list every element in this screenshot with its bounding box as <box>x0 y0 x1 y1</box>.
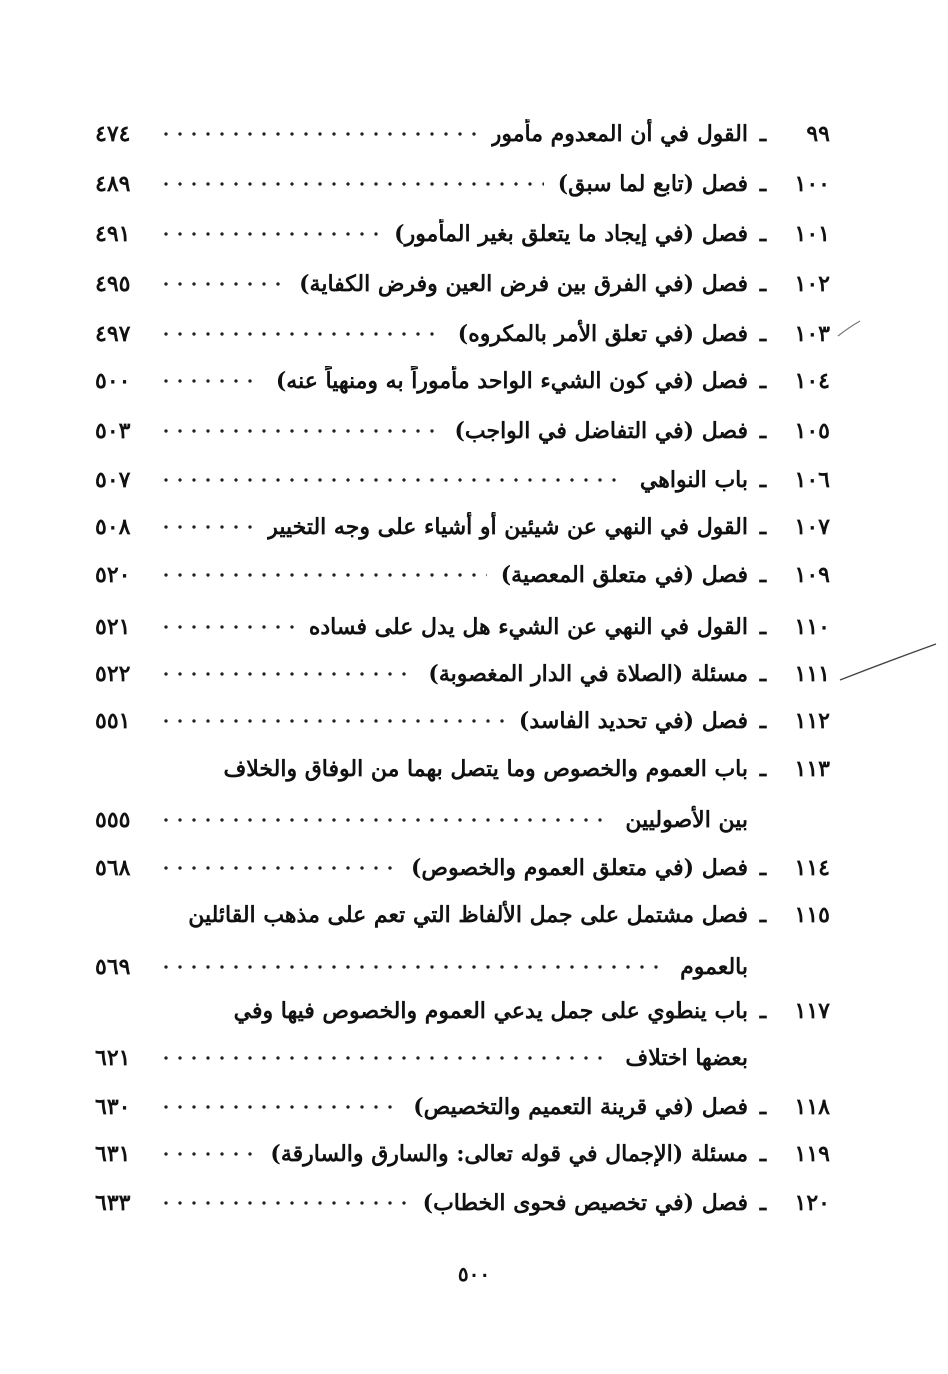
entry-dash: ـ <box>759 756 767 782</box>
dot-leader <box>159 269 285 299</box>
entry-page: ٤٨٩ <box>95 171 131 197</box>
entry-title-continuation: بعضها اختلاف <box>625 1045 748 1071</box>
entry-title: فصل مشتمل على جمل الألفاظ التي تعم على مذهب القائلين <box>188 902 748 928</box>
entry-title: القول في أن المعدوم مأمور <box>490 121 748 147</box>
dot-leader <box>159 706 505 736</box>
dot-leader <box>159 319 444 349</box>
entry-page: ٥٠٧ <box>95 467 131 493</box>
dot-leader <box>159 416 440 446</box>
toc-entry <box>95 366 830 396</box>
toc-entry <box>95 1092 830 1122</box>
page-number: ٥٠٠ <box>457 1262 491 1286</box>
pencil-stroke-mark <box>836 640 940 686</box>
entry-dash: ـ <box>759 661 767 687</box>
toc-entry <box>95 416 830 446</box>
entry-dash: ـ <box>759 902 767 928</box>
toc-entry-continuation <box>95 1043 830 1073</box>
entry-number: ١٠٣ <box>794 321 830 347</box>
entry-title: فصل (في كون الشيء الواحد مأموراً به ومنهياً عنه) <box>275 368 748 394</box>
entry-number: ١٠٩ <box>794 562 830 588</box>
entry-dash: ـ <box>759 467 767 493</box>
toc-entry <box>95 119 830 149</box>
entry-title: باب العموم والخصوص وما يتصل بهما من الوفاق والخلاف <box>223 756 748 782</box>
entry-title: فصل (في التفاضل في الواجب) <box>454 418 748 444</box>
entry-number: ١١٤ <box>794 855 830 881</box>
entry-title: مسئلة (الإجمال في قوله تعالى: والسارق والسارقة) <box>270 1141 748 1167</box>
toc-entry <box>95 853 830 883</box>
entry-dash: ـ <box>759 418 767 444</box>
toc-entry <box>95 706 830 736</box>
entry-dash: ـ <box>759 368 767 394</box>
entry-title-continuation: بالعموم <box>680 954 748 980</box>
entry-dash: ـ <box>759 998 767 1024</box>
entry-dash: ـ <box>759 614 767 640</box>
entry-page: ٤٩٥ <box>95 271 131 297</box>
pencil-tick-mark <box>834 318 864 340</box>
entry-number: ١١٥ <box>794 902 830 928</box>
entry-page: ٦٣٣ <box>95 1190 131 1216</box>
entry-page: ٥٠٣ <box>95 418 131 444</box>
entry-dash: ـ <box>759 221 767 247</box>
dot-leader <box>159 1139 256 1169</box>
entry-dash: ـ <box>759 121 767 147</box>
entry-number: ١٠٤ <box>794 368 830 394</box>
entry-number: ١٠٢ <box>794 271 830 297</box>
toc-entry <box>95 169 830 199</box>
entry-number: ١١١ <box>794 661 830 687</box>
toc-entry <box>95 319 830 349</box>
dot-leader <box>159 952 666 982</box>
entry-title: القول في النهي عن شيئين أو أشياء على وجه التخيير <box>267 514 748 540</box>
entry-dash: ـ <box>759 321 767 347</box>
entry-dash: ـ <box>759 1141 767 1167</box>
toc-entry <box>95 1188 830 1218</box>
entry-page: ٥٦٩ <box>95 954 131 980</box>
entry-title: باب النواهي <box>639 467 748 493</box>
entry-dash: ـ <box>759 562 767 588</box>
entry-page: ٥٠٠ <box>95 368 131 394</box>
dot-leader <box>159 1043 611 1073</box>
entry-title: فصل (في متعلق المعصية) <box>500 562 748 588</box>
dot-leader <box>159 560 487 590</box>
entry-dash: ـ <box>759 855 767 881</box>
entry-page: ٥٠٨ <box>95 514 131 540</box>
entry-number: ١٠١ <box>794 221 830 247</box>
dot-leader <box>159 1188 409 1218</box>
entry-number: ١٠٠ <box>794 171 830 197</box>
dot-leader <box>159 612 295 642</box>
dot-leader <box>159 805 611 835</box>
toc-entry-continuation <box>95 805 830 835</box>
entry-page: ٤٩١ <box>95 221 131 247</box>
dot-leader <box>159 219 380 249</box>
entry-title: باب ينطوي على جمل يدعي العموم والخصوص فيها وفي <box>233 998 748 1024</box>
dot-leader <box>159 119 477 149</box>
toc-entry <box>95 900 830 930</box>
entry-number: ١١٠ <box>794 614 830 640</box>
dot-leader <box>159 853 397 883</box>
toc-entry <box>95 560 830 590</box>
dot-leader <box>159 1092 399 1122</box>
entry-page: ٦٣٠ <box>95 1094 131 1120</box>
entry-page: ٤٧٤ <box>95 121 131 147</box>
entry-title: مسئلة (الصلاة في الدار المغصوبة) <box>428 661 748 687</box>
toc-entry <box>95 996 830 1026</box>
entry-page: ٥٥٥ <box>95 807 131 833</box>
entry-page: ٥٢١ <box>95 614 131 640</box>
dot-leader <box>159 659 414 689</box>
dot-leader <box>159 465 626 495</box>
toc-entry <box>95 219 830 249</box>
entry-title: فصل (في الفرق بين فرض العين وفرض الكفاية) <box>299 271 748 297</box>
toc-entry <box>95 1139 830 1169</box>
entry-title: فصل (في متعلق العموم والخصوص) <box>410 855 748 881</box>
entry-title: فصل (تابع لما سبق) <box>557 171 748 197</box>
entry-number: ١١٧ <box>794 998 830 1024</box>
entry-title: فصل (في تخصيص فحوى الخطاب) <box>422 1190 748 1216</box>
entry-title: فصل (في قرينة التعميم والتخصيص) <box>413 1094 748 1120</box>
entry-title: فصل (في تعلق الأمر بالمكروه) <box>457 321 748 347</box>
entry-dash: ـ <box>759 271 767 297</box>
entry-number: ١٠٦ <box>794 467 830 493</box>
entry-number: ١١٩ <box>794 1141 830 1167</box>
toc-entry <box>95 269 830 299</box>
entry-dash: ـ <box>759 708 767 734</box>
toc-entry-continuation <box>95 952 830 982</box>
entry-title: القول في النهي عن الشيء هل يدل على فساده <box>308 614 748 640</box>
toc-entry <box>95 612 830 642</box>
entry-page: ٥٢٢ <box>95 661 131 687</box>
entry-page: ٥٢٠ <box>95 562 131 588</box>
toc-entry <box>95 659 830 689</box>
toc-entry <box>95 465 830 495</box>
entry-dash: ـ <box>759 1190 767 1216</box>
entry-title: فصل (في إيجاد ما يتعلق بغير المأمور) <box>394 221 748 247</box>
entry-title: فصل (في تحديد الفاسد) <box>518 708 748 734</box>
entry-page: ٥٦٨ <box>95 855 131 881</box>
entry-number: ١٢٠ <box>794 1190 830 1216</box>
entry-number: ١١٨ <box>794 1094 830 1120</box>
entry-page: ٤٩٧ <box>95 321 131 347</box>
entry-number: ١١٣ <box>794 756 830 782</box>
entry-number: ١١٢ <box>794 708 830 734</box>
entry-dash: ـ <box>759 514 767 540</box>
entry-number: ١٠٥ <box>794 418 830 444</box>
dot-leader <box>159 169 544 199</box>
entry-dash: ـ <box>759 171 767 197</box>
entry-number: ١٠٧ <box>794 514 830 540</box>
entry-dash: ـ <box>759 1094 767 1120</box>
toc-entry <box>95 512 830 542</box>
entry-page: ٦٣١ <box>95 1141 131 1167</box>
dot-leader <box>159 512 253 542</box>
entry-page: ٥٥١ <box>95 708 131 734</box>
entry-number: ٩٩ <box>806 121 830 147</box>
dot-leader <box>159 366 262 396</box>
entry-page: ٦٢١ <box>95 1045 131 1071</box>
entry-title-continuation: بين الأصوليين <box>625 807 748 833</box>
toc-entry <box>95 754 830 784</box>
